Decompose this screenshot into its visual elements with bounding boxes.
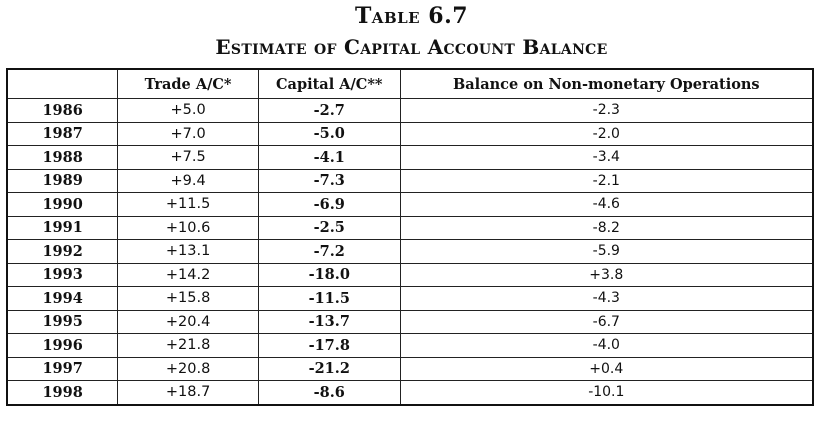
table-title: Estimate of Capital Account Balance xyxy=(215,35,608,59)
table-number: Table 6.7 xyxy=(354,3,469,29)
cell-capital-account: -2.7 xyxy=(258,99,400,123)
cell-trade-account: +11.5 xyxy=(118,193,259,217)
table-row xyxy=(7,146,813,170)
cell-trade-account: +7.0 xyxy=(118,122,259,146)
cell-capital-account: -5.0 xyxy=(258,122,400,146)
cell-balance: +3.8 xyxy=(400,263,813,287)
table-row xyxy=(7,216,813,240)
cell-year: 1987 xyxy=(7,122,118,146)
header-row xyxy=(7,69,813,99)
table-row xyxy=(7,357,813,381)
table-row xyxy=(7,334,813,358)
table-row xyxy=(7,263,813,287)
cell-balance: -5.9 xyxy=(400,240,813,264)
cell-year: 1998 xyxy=(7,381,118,405)
cell-trade-account: +10.6 xyxy=(118,216,259,240)
cell-balance: -4.6 xyxy=(400,193,813,217)
cell-year: 1994 xyxy=(7,287,118,311)
cell-year: 1990 xyxy=(7,193,118,217)
cell-trade-account: +13.1 xyxy=(118,240,259,264)
cell-balance: -2.1 xyxy=(400,169,813,193)
cell-year: 1989 xyxy=(7,169,118,193)
cell-trade-account: +15.8 xyxy=(118,287,259,311)
cell-balance: -2.3 xyxy=(400,99,813,123)
cell-balance: -4.0 xyxy=(400,334,813,358)
capital-account-table xyxy=(6,68,814,406)
cell-trade-account: +9.4 xyxy=(118,169,259,193)
cell-trade-account: +14.2 xyxy=(118,263,259,287)
cell-year: 1991 xyxy=(7,216,118,240)
table-row xyxy=(7,287,813,311)
cell-capital-account: -7.2 xyxy=(258,240,400,264)
cell-trade-account: +20.4 xyxy=(118,310,259,334)
cell-capital-account: -11.5 xyxy=(258,287,400,311)
table-row xyxy=(7,122,813,146)
header-year xyxy=(7,69,118,99)
cell-capital-account: -17.8 xyxy=(258,334,400,358)
cell-balance: +0.4 xyxy=(400,357,813,381)
cell-balance: -3.4 xyxy=(400,146,813,170)
cell-capital-account: -4.1 xyxy=(258,146,400,170)
cell-balance: -10.1 xyxy=(400,381,813,405)
table-caption xyxy=(0,2,823,61)
cell-capital-account: -8.6 xyxy=(258,381,400,405)
cell-capital-account: -18.0 xyxy=(258,263,400,287)
cell-balance: -8.2 xyxy=(400,216,813,240)
table-row xyxy=(7,99,813,123)
cell-balance: -6.7 xyxy=(400,310,813,334)
table-body xyxy=(7,99,813,405)
cell-year: 1996 xyxy=(7,334,118,358)
table-row xyxy=(7,169,813,193)
cell-balance: -2.0 xyxy=(400,122,813,146)
cell-capital-account: -2.5 xyxy=(258,216,400,240)
cell-capital-account: -13.7 xyxy=(258,310,400,334)
cell-capital-account: -21.2 xyxy=(258,357,400,381)
cell-year: 1995 xyxy=(7,310,118,334)
table-row xyxy=(7,240,813,264)
cell-year: 1997 xyxy=(7,357,118,381)
cell-trade-account: +7.5 xyxy=(118,146,259,170)
table-row xyxy=(7,310,813,334)
header-trade-account: Trade A/C* xyxy=(118,69,259,99)
cell-year: 1992 xyxy=(7,240,118,264)
cell-year: 1988 xyxy=(7,146,118,170)
table-row xyxy=(7,193,813,217)
cell-capital-account: -6.9 xyxy=(258,193,400,217)
cell-trade-account: +21.8 xyxy=(118,334,259,358)
cell-year: 1993 xyxy=(7,263,118,287)
cell-capital-account: -7.3 xyxy=(258,169,400,193)
cell-balance: -4.3 xyxy=(400,287,813,311)
header-capital-account: Capital A/C** xyxy=(258,69,400,99)
cell-trade-account: +18.7 xyxy=(118,381,259,405)
header-balance-non-monetary: Balance on Non-monetary Operations xyxy=(400,69,813,99)
cell-trade-account: +5.0 xyxy=(118,99,259,123)
table-row xyxy=(7,381,813,405)
cell-trade-account: +20.8 xyxy=(118,357,259,381)
cell-year: 1986 xyxy=(7,99,118,123)
